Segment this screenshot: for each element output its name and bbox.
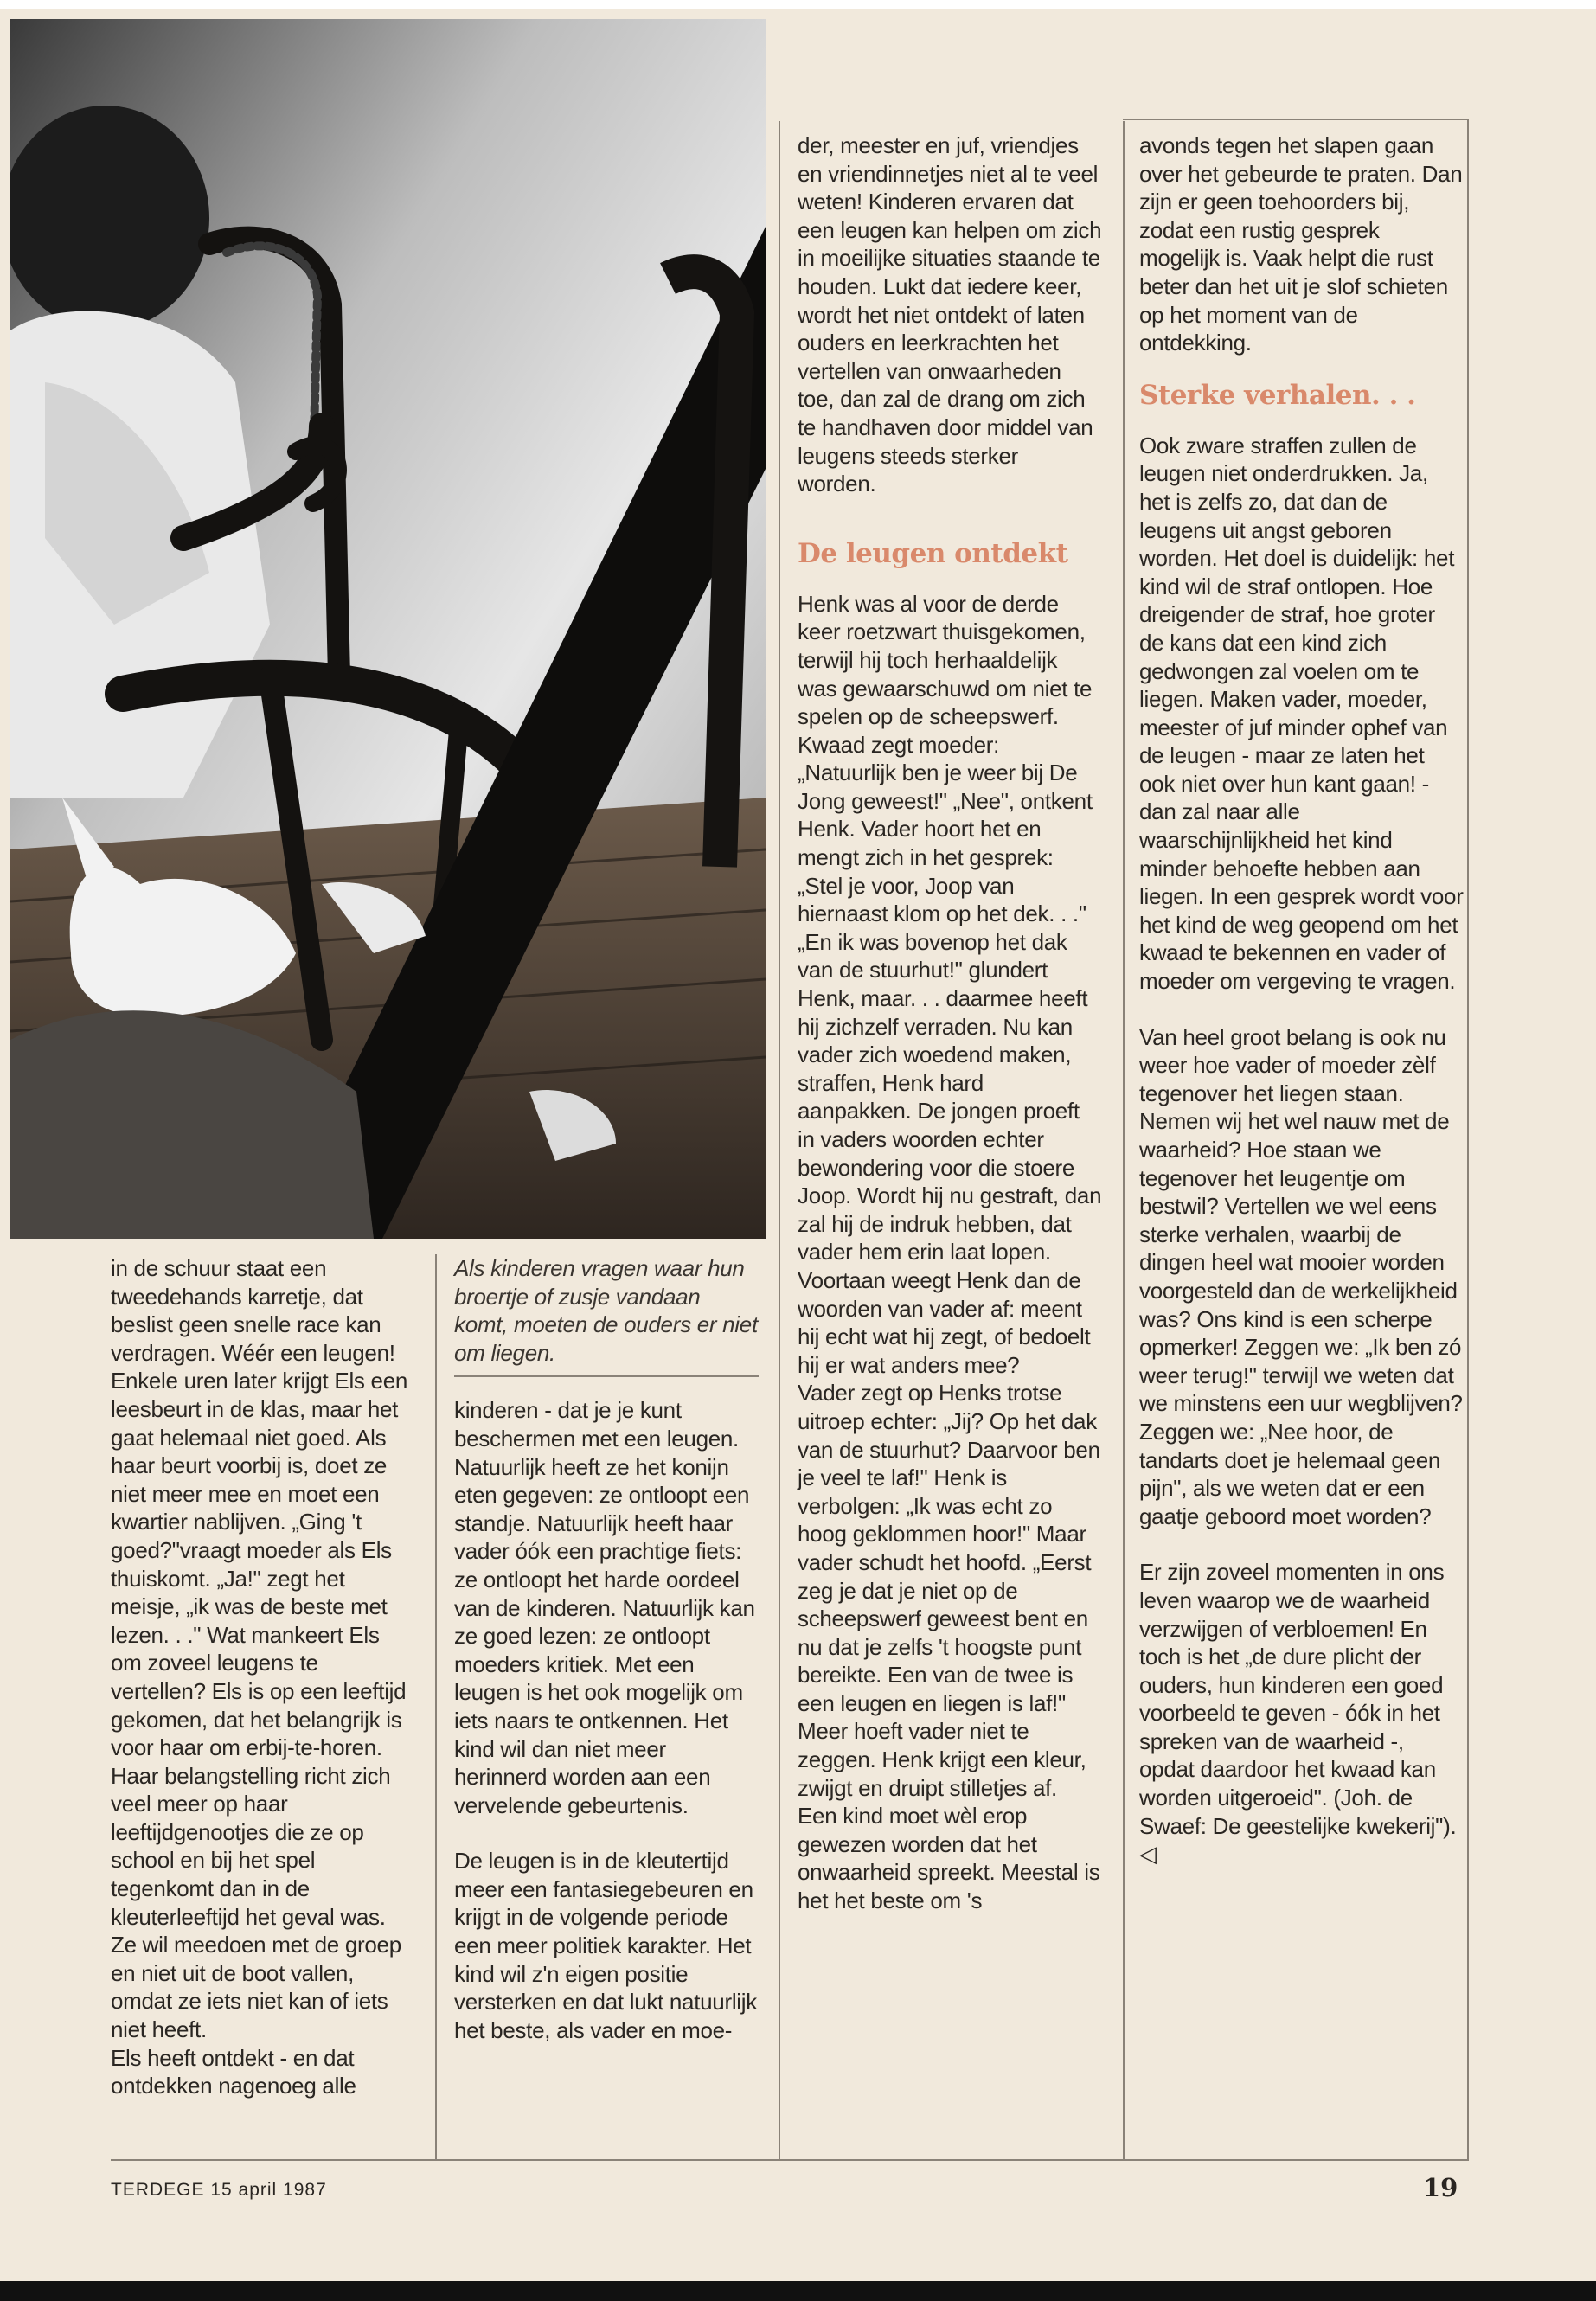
frame-rule-right [1467, 119, 1469, 2160]
scan-bottom-edge [0, 2281, 1596, 2301]
article-paragraph: Er zijn zoveel momenten in ons leven waarop we de waarheid verzwijgen of verbloemen! En toch is het „de dure plicht der ouders, hun kinderen een goed voorbeeld te geven - óók in het spreken van de waarheid -, opdat daardoor het kwaad kan worden uitgeroeid". (Joh. de Swaef: De geestelijke kwekerij"). ◁ [1139, 1559, 1457, 1868]
article-paragraph: Els heeft ontdekt - en dat ontdekken nagenoeg alle [111, 2044, 356, 2099]
article-paragraph: Van heel groot belang is ook nu weer hoe vader of moeder zèlf tegenover het liegen staan. Nemen wij het wel nauw met de waarheid? Hoe staan we tegenover het leugentje om bestwil? Vertellen we wel eens sterke verhalen, waarbij de dingen heel wat mooier worden voorgesteld dan de werkelijkheid was? Ons kind is een scherpe opmerker! Zeggen we: „Ik ben zó weer terug!" terwijl we weten dat we minstens een uur wegblijven? Zeggen we: „Nee hoor, de tandarts doet je helemaal geen pijn", als we weten dat er een gaatje geboord moet worden? [1139, 1023, 1463, 1529]
section-heading: De leugen ontdekt [798, 537, 1068, 569]
article-column-1 [111, 1254, 415, 2100]
frame-rule-bottom [111, 2159, 1469, 2161]
article-paragraph: „En ik was bovenop het dak van de stuurhut!" glundert Henk, maar. . . daarmee heeft hij zichzelf verraden. Nu kan vader zich woedend maken, straffen, Henk hard aanpakken. De jongen proeft in vaders woorden echter bewondering voor die stoere Joop. Wordt hij nu gestraft, dan zal hij de indruk hebben, dat vader hem erin laat lopen. Voortaan weegt Henk dan de woorden van vader af: meent hij echt wat hij zegt, of bedoelt hij er wat anders mee? [798, 928, 1102, 1378]
article-paragraph: Vader zegt op Henks trotse uitroep echter: „Jij? Op het dak van de stuurhut? Daarvoor ben je veel te laf!" Henk is verbolgen: „Ik was echt zo hoog geklommen hoor!" Maar vader schudt het hoofd. „Eerst zeg je dat je niet op de scheepswerf geweest bent en nu dat je zelfs 't hoogste punt bereikte. Een van de twee is een leugen en liegen is laf!" Meer hoeft vader niet te zeggen. Henk krijgt een kleur, zwijgt en druipt stilletjes af. [798, 1380, 1100, 1801]
article-column-4 [1139, 131, 1464, 1868]
article-paragraph: avonds tegen het slapen gaan over het gebeurde te praten. Dan zijn er geen toehoorders bij, zodat een rustig gesprek mogelijk is. Vaak helpt die rust beter dan het uit je slof schieten op het moment van de ontdekking. [1139, 132, 1463, 356]
column-divider [779, 121, 780, 2159]
article-paragraph: De leugen is in de kleutertijd meer een fantasiegebeuren en krijgt in de volgende periode een meer politiek karakter. Het kind wil z'n eigen positie versterken en dat lukt natuurlijk het beste, als vader en moe- [454, 1848, 757, 2043]
article-paragraph: kinderen - dat je je kunt beschermen met een leugen. Natuurlijk heeft ze het konijn eten gegeven: ze ontloopt een standje. Natuurlijk heeft haar vader óók een prachtige fiets: ze ontloopt het harde oordeel van de kinderen. Natuurlijk kan ze goed lezen: ze ontloopt moeders kritiek. Met een leugen is het ook mogelijk om iets naars te ontkennen. Het kind wil dan niet meer herinnerd worden aan een vervelende gebeurtenis. [454, 1397, 755, 1818]
scan-top-edge [0, 0, 1596, 9]
article-column-3 [798, 131, 1102, 1915]
photo-caption: Als kinderen vragen waar hun broertje of zusje vandaan komt, moeten de ouders er niet om liegen. [454, 1254, 759, 1377]
article-paragraph: Henk was al voor de derde keer roetzwart thuisgekomen, terwijl hij toch herhaaldelijk was gewaarschuwd om niet te spelen op de scheepswerf. Kwaad zegt moeder: „Natuurlijk ben je weer bij De Jong geweest!" „Nee", ontkent Henk. Vader hoort het en mengt zich in het gesprek: „Stel je voor, Joop van hiernaast klom op het dek. . ." [798, 590, 1093, 927]
article-paragraph: Een kind moet wèl erop gewezen worden dat het onwaarheid spreekt. Meestal is het het beste om 's [798, 1803, 1100, 1914]
article-paragraph: der, meester en juf, vriendjes en vriendinnetjes niet al te veel weten! Kinderen ervaren dat een leugen kan helpen om zich in moeilijke situaties staande te houden. Lukt dat iedere keer, wordt het niet ontdekt of laten ouders en leerkrachten het vertellen van onwaarheden toe, dan zal de drang om zich te handhaven door middel van leugens steeds sterker worden. [798, 132, 1102, 497]
article-column-2 [454, 1254, 759, 2044]
frame-rule-top [1123, 119, 1468, 120]
section-heading: Sterke verhalen. . . [1139, 379, 1416, 411]
column-divider [435, 1254, 437, 2159]
column-divider [1123, 121, 1125, 2159]
publication-line: TERDEGE 15 april 1987 [111, 2180, 327, 2200]
page-number: 19 [1423, 2173, 1458, 2202]
rocking-chair-photo [10, 19, 766, 1239]
article-paragraph: in de schuur staat een tweedehands karretje, dat beslist geen snelle race kan verdragen. Wéér een leugen! Enkele uren later krijgt Els een leesbeurt in de klas, maar het gaat helemaal niet goed. Als haar beurt voorbij is, doet ze niet meer mee en moet een kwartier nablijven. „Ging 't goed?"vraagt moeder als Els thuiskomt. „Ja!" zegt het meisje, „ik was de beste met lezen. . ." Wat mankeert Els om zoveel leugens te vertellen? Els is op een leeftijd gekomen, dat het belangrijk is voor haar om erbij-te-horen. Haar belangstelling richt zich veel meer op haar leeftijdgenootjes die ze op school en bij het spel tegenkomt dan in de kleuterleeftijd het geval was. Ze wil meedoen met de groep en niet uit de boot vallen, omdat ze iets niet kan of iets niet heeft. [111, 1255, 408, 2043]
article-paragraph: Ook zware straffen zullen de leugen niet onderdrukken. Ja, het is zelfs zo, dat dan de leugens uit angst geboren worden. Het doel is duidelijk: het kind wil de straf ontlopen. Hoe dreigender de straf, hoe groter de kans dat een kind zich gedwongen zal voelen om te liegen. Maken vader, moeder, meester of juf minder ophef van de leugen - maar ze laten het ook niet over hun kant gaan! - dan zal naar alle waarschijnlijkheid het kind minder behoefte hebben aan liegen. In een gesprek wordt voor het kind de weg geopend om het kwaad te bekennen en vader of moeder om vergeving te vragen. [1139, 432, 1464, 995]
